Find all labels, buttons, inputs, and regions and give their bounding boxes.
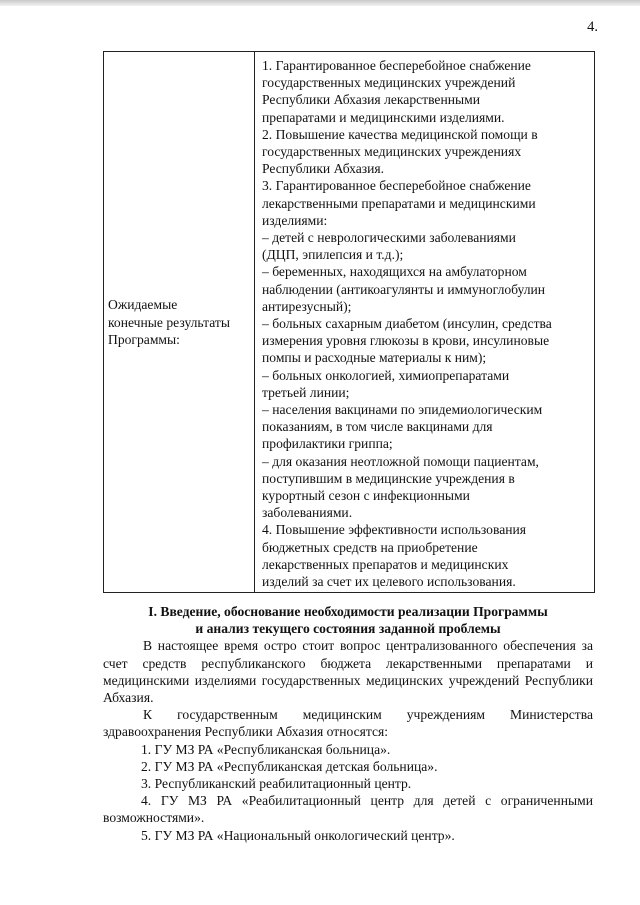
paragraph-institutions bbox=[103, 706, 593, 740]
content-line: – для оказания неотложной помощи пациентам, bbox=[262, 453, 539, 469]
content-line: третьей линии; bbox=[262, 384, 350, 400]
row-content-cell bbox=[255, 52, 595, 593]
table-row bbox=[104, 52, 595, 593]
list-item: 2. ГУ МЗ РА «Республиканская детская больница». bbox=[141, 758, 438, 774]
list-item: 1. ГУ МЗ РА «Республиканская больница». bbox=[141, 741, 391, 757]
content-line: 4. Повышение эффективности использования bbox=[262, 522, 527, 538]
paragraph-intro bbox=[103, 637, 593, 706]
content-line: Республики Абхазия лекарственными bbox=[262, 92, 481, 108]
content-line: государственных медицинских учреждений bbox=[262, 75, 516, 91]
content-line: – беременных, находящихся на амбулаторном bbox=[262, 264, 527, 280]
section-heading bbox=[103, 603, 593, 637]
content-line: Республики Абхазия. bbox=[262, 161, 385, 177]
scan-top-band bbox=[0, 0, 640, 6]
program-results-table bbox=[103, 51, 595, 593]
heading-line: и анализ текущего состояния заданной проблемы bbox=[195, 621, 501, 637]
content-line: измерения уровня глюкозы в крови, инсулиновые bbox=[262, 333, 550, 349]
content-line: изделий за счет их целевого использования. bbox=[262, 574, 516, 590]
content-line: (ДЦП, эпилепсия и т.д.); bbox=[262, 247, 404, 263]
row-label-line: Программы: bbox=[108, 331, 180, 347]
content-line: лекарственными препаратами и медицинскими bbox=[262, 195, 536, 211]
content-line: профилактики гриппа; bbox=[262, 436, 393, 452]
content-line: – детей с неврологическими заболеваниями bbox=[262, 230, 516, 246]
row-label-line: конечные результаты bbox=[108, 314, 230, 330]
content-line: заболеваниями. bbox=[262, 505, 353, 521]
paragraph-text: обеспечения за счет средств республиканского бюджета лекарственными bbox=[103, 638, 594, 671]
list-item: 5. ГУ МЗ РА «Национальный онкологический центр». bbox=[141, 827, 455, 843]
content-line: лекарственных препаратов и медицинских bbox=[262, 556, 509, 572]
content-line: изделиями: bbox=[262, 212, 328, 228]
content-line: показаниям, в том числе вакцинами для bbox=[262, 419, 493, 435]
content-line: бюджетных средств на приобретение bbox=[262, 539, 478, 555]
paragraph-text: препаратами и медицинскими изделиями государственных медицинских bbox=[103, 655, 594, 688]
content-line: – населения вакцинами по эпидемиологическим bbox=[262, 402, 543, 418]
paragraph-text: учреждений Республики Абхазия. bbox=[103, 672, 593, 706]
content-line: государственных медицинских учреждениях bbox=[262, 144, 522, 160]
row-label-line: Ожидаемые bbox=[108, 297, 178, 313]
list-item: 3. Республиканский реабилитационный центр. bbox=[141, 776, 412, 792]
paragraph-text: В настоящее время остро стоит вопрос централизованного bbox=[143, 638, 498, 654]
paragraph-text: здравоохранения Республики Абхазия относятся: bbox=[103, 724, 389, 740]
content-line: 1. Гарантированное бесперебойное снабжение bbox=[262, 58, 531, 73]
content-line: препаратами и медицинскими изделиями. bbox=[262, 109, 505, 125]
content-line: – больных онкологией, химиопрепаратами bbox=[262, 367, 510, 383]
content-line: помпы и расходные материалы к ним); bbox=[262, 350, 487, 366]
page-number: 4. bbox=[587, 19, 598, 35]
heading-line: I. Введение, обоснование необходимости реализации Программы bbox=[148, 604, 548, 619]
row-label-cell bbox=[104, 52, 255, 593]
intro-section bbox=[103, 603, 593, 844]
content-line: поступившим в медицинские учреждения в bbox=[262, 470, 515, 486]
institution-list bbox=[103, 741, 593, 844]
content-line: антирезусный); bbox=[262, 298, 352, 314]
content-line: наблюдении (антикоагулянты и иммуноглобулин bbox=[262, 281, 546, 297]
content-line: курортный сезон с инфекционными bbox=[262, 488, 470, 504]
content-line: 3. Гарантированное бесперебойное снабжение bbox=[262, 178, 531, 194]
paragraph-text: К государственным медицинским учреждениям Министерства bbox=[143, 707, 593, 723]
content-line: – больных сахарным диабетом (инсулин, средства bbox=[262, 316, 552, 332]
content-line: 2. Повышение качества медицинской помощи в bbox=[262, 126, 538, 142]
list-item: 4. ГУ МЗ РА «Реабилитационный центр для детей с ограниченными возможностями». bbox=[103, 793, 593, 826]
